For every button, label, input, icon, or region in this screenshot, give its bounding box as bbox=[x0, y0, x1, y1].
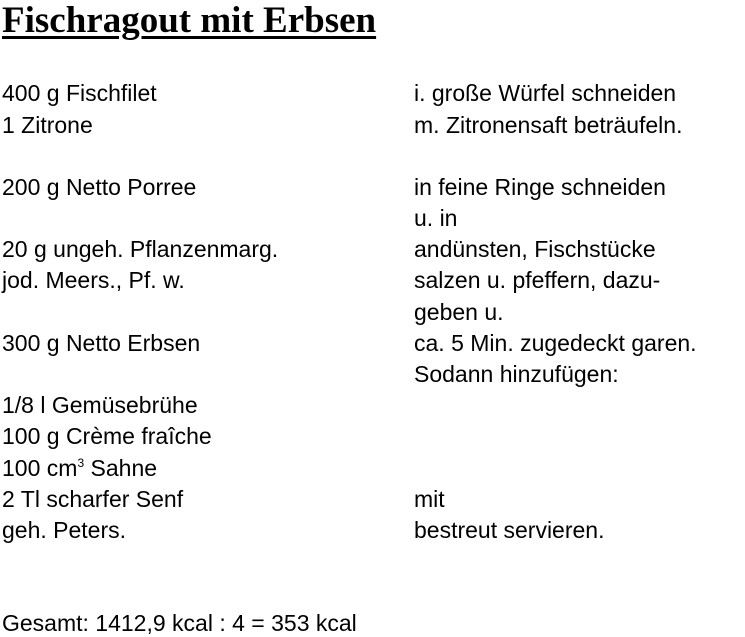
sahne-name: Sahne bbox=[84, 455, 158, 481]
recipe-title: Fischragout mit Erbsen bbox=[2, 0, 377, 41]
instruction-4: u. in bbox=[414, 205, 458, 231]
instruction-10: mit bbox=[414, 486, 445, 512]
instruction-6: salzen u. pfeffern, dazu- bbox=[414, 267, 661, 293]
instruction-3: in feine Ringe schneiden bbox=[414, 174, 666, 200]
ingredient-erbsen: 300 g Netto Erbsen bbox=[2, 330, 201, 356]
instruction-5: andünsten, Fischstücke bbox=[414, 236, 656, 262]
sahne-unit-superscript: 3 bbox=[77, 456, 85, 470]
ingredient-zitrone: 1 Zitrone bbox=[2, 112, 93, 138]
instruction-1: i. große Würfel schneiden bbox=[414, 80, 677, 106]
ingredient-porree: 200 g Netto Porree bbox=[2, 174, 197, 200]
instruction-7: geben u. bbox=[414, 299, 504, 325]
ingredient-margarine: 20 g ungeh. Pflanzenmarg. bbox=[2, 236, 279, 262]
ingredient-salz-pfeffer: jod. Meers., Pf. w. bbox=[2, 267, 185, 293]
ingredient-sahne bbox=[2, 455, 157, 481]
instruction-8: ca. 5 Min. zugedeckt garen. bbox=[414, 330, 697, 356]
ingredient-bruehe: 1/8 l Gemüsebrühe bbox=[2, 392, 198, 418]
ingredient-fisch: 400 g Fischfilet bbox=[2, 80, 157, 106]
sahne-amount: 100 cm bbox=[2, 455, 78, 481]
instruction-11: bestreut servieren. bbox=[414, 517, 605, 543]
instruction-9: Sodann hinzufügen: bbox=[414, 361, 619, 387]
instruction-2: m. Zitronensaft beträufeln. bbox=[414, 112, 683, 138]
ingredient-petersilie: geh. Peters. bbox=[2, 517, 127, 543]
ingredient-senf: 2 Tl scharfer Senf bbox=[2, 486, 184, 512]
ingredient-creme: 100 g Crème fraîche bbox=[2, 423, 212, 449]
calorie-summary: Gesamt: 1412,9 kcal : 4 = 353 kcal bbox=[2, 610, 357, 636]
